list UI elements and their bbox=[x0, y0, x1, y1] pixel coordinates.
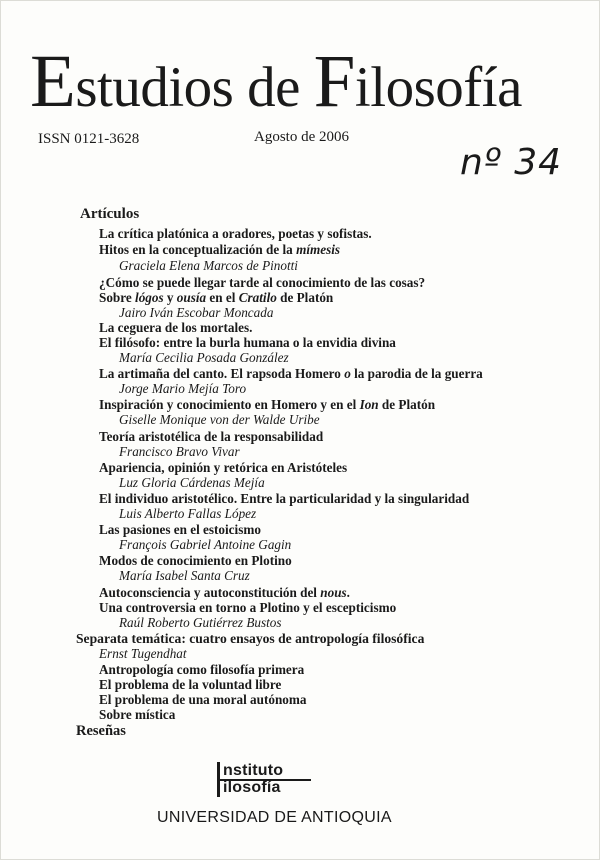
separata-item: Sobre mística bbox=[99, 707, 176, 722]
logo-line-2: ilosofía bbox=[223, 779, 281, 796]
issue-date: Agosto de 2006 bbox=[254, 129, 349, 145]
article-title: La crítica platónica a oradores, poetas y sofistas. bbox=[99, 226, 372, 241]
article-author: Francisco Bravo Vivar bbox=[119, 444, 240, 459]
article-author: Jorge Mario Mejía Toro bbox=[119, 381, 247, 396]
section-heading-articulos: Artículos bbox=[80, 206, 140, 222]
article-title: La artimaña del canto. El rapsoda Homero o la parodia de la guerra bbox=[99, 366, 483, 381]
university-name: UNIVERSIDAD DE ANTIOQUIA bbox=[157, 809, 392, 826]
article-title: Autoconsciencia y autoconstitución del nous. bbox=[99, 585, 350, 600]
instituto-filosofia-logo bbox=[214, 760, 314, 798]
article-author: María Isabel Santa Cruz bbox=[119, 568, 250, 583]
separata-item: Antropología como filosofía primera bbox=[99, 662, 305, 677]
article-title: Teoría aristotélica de la responsabilidad bbox=[99, 429, 324, 444]
article-author: Jairo Iván Escobar Moncada bbox=[119, 305, 274, 320]
article-title: Inspiración y conocimiento en Homero y en el Ion de Platón bbox=[99, 397, 436, 412]
section-heading-separata: Separata temática: cuatro ensayos de antropología filosófica bbox=[76, 631, 425, 646]
separata-item: El problema de la voluntad libre bbox=[99, 677, 282, 692]
article-author: Giselle Monique von der Walde Uribe bbox=[119, 412, 320, 427]
article-title: Una controversia en torno a Plotino y el escepticismo bbox=[99, 600, 397, 615]
issue-number: nº 34 bbox=[460, 142, 563, 183]
article-author: Luz Gloria Cárdenas Mejía bbox=[119, 475, 265, 490]
journal-title: Estudios de Filosofía bbox=[30, 40, 522, 123]
article-author: Raúl Roberto Gutiérrez Bustos bbox=[119, 615, 282, 630]
separata-item: El problema de una moral autónoma bbox=[99, 692, 307, 707]
article-title: Las pasiones en el estoicismo bbox=[99, 522, 261, 537]
article-title: Hitos en la conceptualización de la mímesis bbox=[99, 242, 341, 257]
article-author: María Cecilia Posada González bbox=[119, 350, 289, 365]
article-title: Apariencia, opinión y retórica en Aristóteles bbox=[99, 460, 348, 475]
separata-author: Ernst Tugendhat bbox=[99, 646, 187, 661]
article-author: François Gabriel Antoine Gagin bbox=[119, 537, 292, 552]
article-title: La ceguera de los mortales. bbox=[99, 320, 253, 335]
section-heading-resenas: Reseñas bbox=[76, 723, 126, 739]
article-title: ¿Cómo se puede llegar tarde al conocimiento de las cosas? bbox=[99, 275, 426, 290]
logo-line-1: nstituto bbox=[223, 762, 284, 779]
article-author: Luis Alberto Fallas López bbox=[119, 506, 257, 521]
article-title: El filósofo: entre la burla humana o la envidia divina bbox=[99, 335, 396, 350]
article-title: Sobre lógos y ousía en el Cratilo de Platón bbox=[99, 290, 334, 305]
article-title: El individuo aristotélico. Entre la particularidad y la singularidad bbox=[99, 491, 470, 506]
issn: ISSN 0121-3628 bbox=[38, 131, 140, 147]
article-author: Graciela Elena Marcos de Pinotti bbox=[119, 258, 298, 273]
article-title: Modos de conocimiento en Plotino bbox=[99, 553, 292, 568]
